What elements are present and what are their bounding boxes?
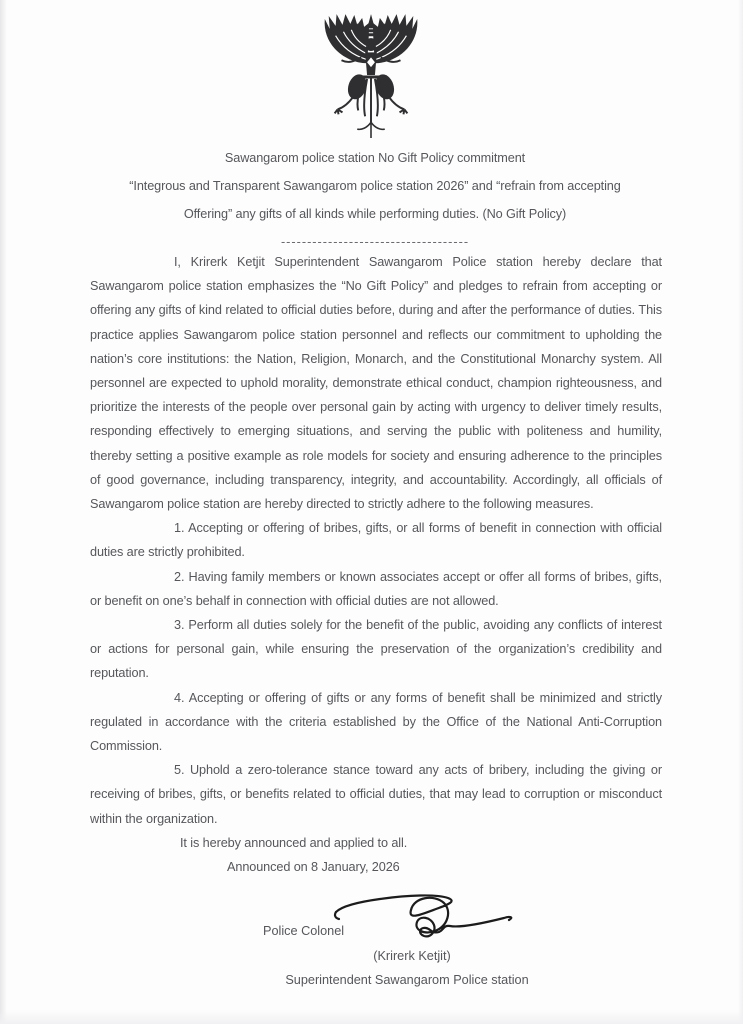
measure-item-5: 5. Uphold a zero-tolerance stance toward any acts of bribery, including the giving or receiving of bribes, gifts, or benefits related to official duties, that may lead to corruption or misconduct within the organization. (90, 763, 662, 826)
announcement-date: Announced on 8 January, 2026 (227, 860, 400, 875)
declaration-paragraph: I, Krirerk Ketjit Superintendent Sawangarom Police station hereby declare that Sawangarom police station emphasizes the “No Gift Policy” and pledges to refrain from accepting or offering any gifts of kind related to official duties before, during and after the performance of duties. This practice applies Sawangarom police station personnel and reflects our commitment to upholding the nation’s core institutions: the Nation, Religion, Monarch, and the Constitutional Monarchy system. All personnel are expected to uphold morality, demonstrate ethical conduct, champion righteousness, and prioritize the interests of the people over personal gain by acting with urgency to deliver timely results, responding effectively to emerging situations, and serving the public with politeness and humility, thereby setting a positive example as role models for society and ensuring adherence to the principles of good governance, including transparency, integrity, and accountability. Accordingly, all officials of Sawangarom police station are hereby directed to strictly adhere to the following measures. (90, 255, 662, 512)
measure-item-2: 2. Having family members or known associates accept or offer all forms of bribes, gifts, or benefit on one’s behalf in connection with official duties are not allowed. (90, 569, 662, 608)
signatory-name: (Krirerk Ketjit) (373, 949, 451, 963)
signature-rank-label: Police Colonel (263, 924, 345, 938)
measure-item-3: 3. Perform all duties solely for the benefit of the public, avoiding any conflicts of interest or actions for personal gain, while ensuring the preservation of the organization’s credibility and reputation. (90, 618, 662, 681)
title-block (88, 144, 662, 256)
title-line-3: Offering” any gifts of all kinds while performing duties. (No Gift Policy) (183, 207, 567, 221)
title-line-2: “Integrous and Transparent Sawangarom police station 2026” and “refrain from accepting (129, 179, 621, 193)
garuda-emblem-icon (312, 12, 430, 142)
photo-edge-right (738, 0, 743, 1024)
signatory-position: Superintendent Sawangarom Police station (285, 973, 529, 987)
closing-statement: It is hereby announced and applied to all. (180, 835, 408, 850)
measure-item-4: 4. Accepting or offering of gifts or any forms of benefit shall be minimized and strictly regulated in accordance with the criteria established by the Office of the National Anti-Corruption Commission. (90, 690, 662, 754)
handwritten-signature-icon (328, 886, 528, 950)
separator-dashes: ------------------------------------ (280, 235, 470, 249)
photo-edge-bottom (0, 1010, 743, 1024)
measure-item-1: 1. Accepting or offering of bribes, gifts, or all forms of benefit in connection with official duties are strictly prohibited. (90, 521, 662, 560)
document-body (90, 250, 662, 879)
photo-edge-left (0, 0, 7, 1024)
title-line-1: Sawangarom police station No Gift Policy commitment (224, 151, 526, 165)
